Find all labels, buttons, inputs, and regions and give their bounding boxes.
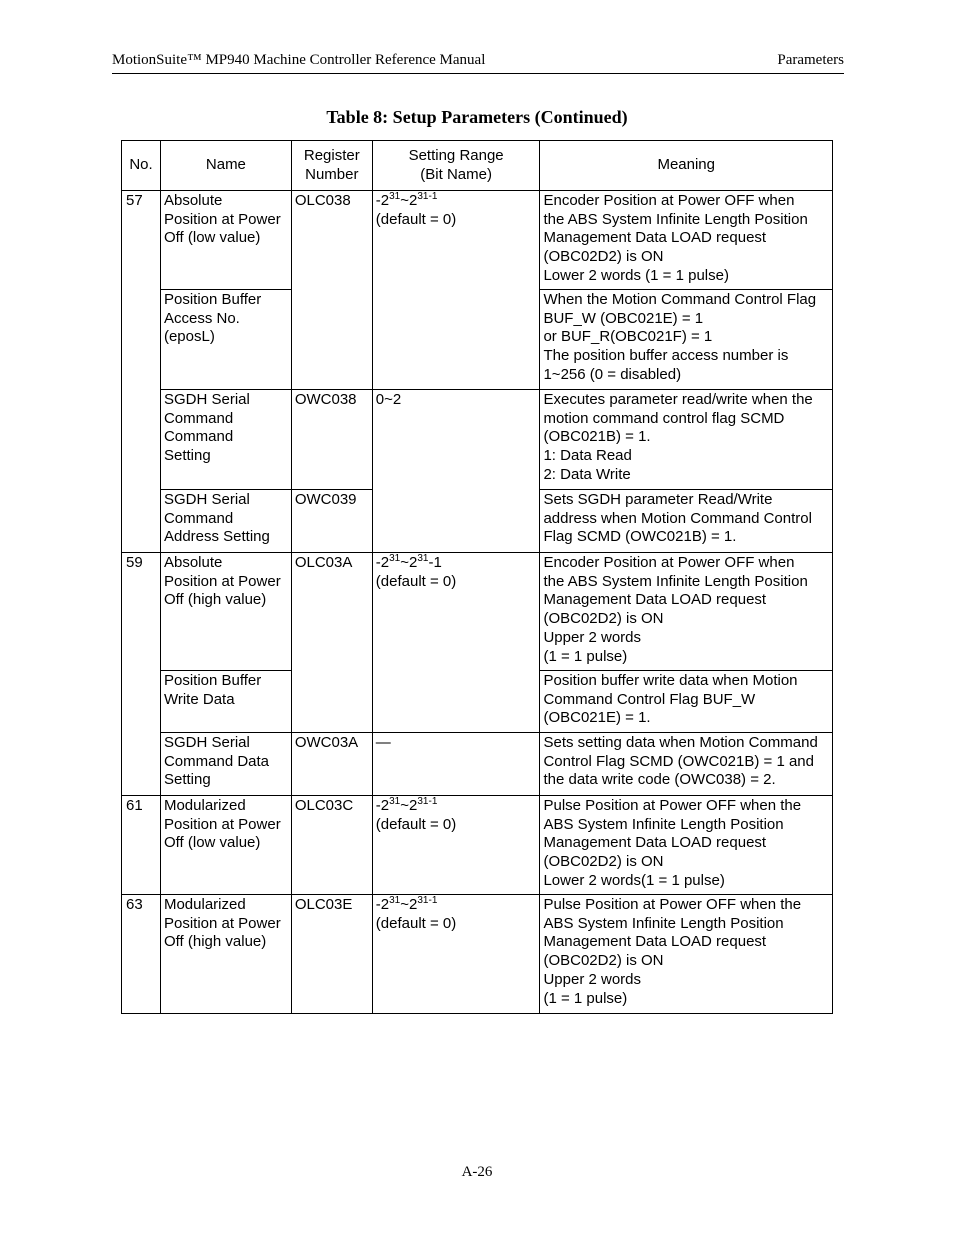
register-number: OLC03E: [291, 895, 372, 1014]
section-title: Parameters: [777, 52, 844, 68]
range-exponent: 31-1: [417, 191, 438, 202]
range-separator: ~2: [400, 896, 418, 913]
param-meaning: [540, 490, 833, 553]
param-meaning: [540, 796, 833, 895]
param-name-line: Position Buffer: [163, 291, 262, 308]
col-header-register-line: Register: [303, 146, 360, 164]
range-separator: ~2: [400, 797, 418, 814]
range-formula: [376, 554, 537, 573]
col-header-register-line: Number: [305, 165, 359, 183]
setting-range: [372, 191, 540, 390]
param-name-line: (eposL): [163, 328, 215, 346]
register-number: OWC039: [291, 490, 372, 553]
param-name-line: Off (low value): [163, 834, 261, 852]
range-base: -2: [375, 192, 390, 209]
register-number: OWC03A: [291, 733, 372, 796]
register-number: OLC03C: [291, 796, 372, 895]
range-formula: [376, 896, 537, 915]
meaning-line: or BUF_R(OBC021F) = 1: [543, 328, 713, 346]
param-name-line: Setting: [163, 771, 211, 789]
meaning-line: Encoder Position at Power OFF when: [543, 554, 795, 571]
range-formula: [376, 797, 537, 816]
param-name: [160, 895, 291, 1014]
meaning-line: Sets setting data when Motion Command: [543, 734, 818, 751]
param-name: [160, 490, 291, 553]
col-header-range-line: Setting Range: [408, 146, 504, 164]
param-name-line: SGDH Serial: [163, 491, 250, 508]
param-name: [160, 671, 291, 733]
param-name-line: Command: [163, 428, 234, 446]
param-name-line: Access No.: [163, 309, 240, 327]
meaning-line: Executes parameter read/write when the: [543, 391, 813, 408]
range-base: -2: [375, 896, 390, 913]
page-number: A-26: [461, 1164, 493, 1180]
range-formula: [376, 192, 537, 211]
table-row: [122, 553, 833, 671]
meaning-line: Pulse Position at Power OFF when the: [543, 896, 802, 913]
meaning-line: ABS System Infinite Length Position: [543, 914, 784, 932]
param-meaning: [540, 290, 833, 390]
param-name-line: Command: [163, 409, 234, 427]
param-name-line: SGDH Serial: [163, 391, 250, 408]
meaning-line: (OBC021E) = 1.: [543, 709, 651, 727]
meaning-line: Control Flag SCMD (OWC021B) = 1 and: [543, 752, 814, 770]
meaning-line: The position buffer access number is: [543, 347, 789, 365]
param-name-line: SGDH Serial: [163, 734, 250, 751]
col-header-meaning: Meaning: [540, 141, 833, 191]
param-name-line: Command: [163, 509, 234, 527]
table-row: [122, 390, 833, 490]
meaning-line: When the Motion Command Control Flag: [543, 291, 817, 308]
meaning-line: Sets SGDH parameter Read/Write: [543, 491, 773, 508]
range-default: (default = 0): [375, 914, 457, 932]
meaning-line: (OBC02D2) is ON: [543, 952, 664, 970]
meaning-line: the ABS System Infinite Length Position: [543, 210, 808, 228]
param-meaning: [540, 390, 833, 490]
table-caption: Table 8: Setup Parameters (Continued): [326, 107, 628, 127]
param-meaning: [540, 191, 833, 290]
param-name: [160, 733, 291, 796]
range-exponent: 31: [389, 895, 401, 906]
param-name-line: Off (high value): [163, 591, 267, 609]
meaning-line: (1 = 1 pulse): [543, 647, 628, 665]
range-exponent: 31-1: [417, 895, 438, 906]
setting-range: [372, 796, 540, 895]
param-name-line: Position at Power: [163, 572, 281, 590]
range-exponent: 31: [389, 796, 401, 807]
setting-range: —: [372, 733, 540, 796]
param-name: [160, 553, 291, 671]
meaning-line: Management Data LOAD request: [543, 591, 767, 609]
range-exponent: 31: [417, 553, 429, 564]
setting-range: [372, 895, 540, 1014]
meaning-line: ABS System Infinite Length Position: [543, 815, 784, 833]
range-tail: -1: [428, 554, 442, 571]
col-header-name: Name: [160, 141, 291, 191]
setting-range: [372, 553, 540, 733]
meaning-line: Upper 2 words: [543, 970, 642, 988]
range-separator: ~2: [400, 192, 418, 209]
param-name-line: Setting: [163, 447, 211, 465]
range-base: -2: [375, 554, 390, 571]
range-base: -2: [375, 797, 390, 814]
param-name: [160, 191, 291, 290]
meaning-line: 1~256 (0 = disabled): [543, 365, 682, 383]
meaning-line: Upper 2 words: [543, 628, 642, 646]
meaning-line: Management Data LOAD request: [543, 933, 767, 951]
meaning-line: (OBC02D2) is ON: [543, 248, 664, 266]
meaning-line: Flag SCMD (OWC021B) = 1.: [543, 528, 737, 546]
param-meaning: [540, 895, 833, 1014]
col-header-no: No.: [122, 141, 161, 191]
param-name-line: Off (high value): [163, 933, 267, 951]
param-name-line: Absolute: [163, 554, 223, 571]
param-meaning: [540, 671, 833, 733]
col-header-range-line: (Bit Name): [420, 165, 492, 183]
meaning-line: the data write code (OWC038) = 2.: [543, 771, 776, 789]
param-no: 57: [122, 191, 161, 553]
param-name: [160, 796, 291, 895]
range-exponent: 31: [389, 191, 401, 202]
register-number: OLC038: [291, 191, 372, 390]
param-meaning: [540, 733, 833, 796]
meaning-line: the ABS System Infinite Length Position: [543, 572, 808, 590]
table-header-row: [122, 141, 833, 191]
table-row: [122, 191, 833, 290]
param-name-line: Write Data: [163, 690, 235, 708]
manual-title: MotionSuite™ MP940 Machine Controller Reference Manual: [112, 52, 486, 68]
meaning-line: BUF_W (OBC021E) = 1: [543, 309, 704, 327]
param-no: 61: [122, 796, 161, 895]
meaning-line: Management Data LOAD request: [543, 229, 767, 247]
range-default: (default = 0): [375, 815, 457, 833]
register-number: OLC03A: [291, 553, 372, 733]
meaning-line: Pulse Position at Power OFF when the: [543, 797, 802, 814]
meaning-line: (OBC02D2) is ON: [543, 610, 664, 628]
param-name-line: Off (low value): [163, 229, 261, 247]
setting-range: 0~2: [372, 390, 540, 553]
param-meaning: [540, 553, 833, 671]
param-name: [160, 390, 291, 490]
meaning-line: 1: Data Read: [543, 447, 632, 465]
param-name-line: Modularized: [163, 797, 246, 814]
register-number: OWC038: [291, 390, 372, 490]
param-no: 59: [122, 553, 161, 796]
param-name: [160, 290, 291, 390]
meaning-line: Lower 2 words(1 = 1 pulse): [543, 871, 725, 889]
table-row: [122, 733, 833, 796]
setup-parameters-table: [121, 140, 833, 1014]
param-no: 63: [122, 895, 161, 1014]
meaning-line: motion command control flag SCMD: [543, 409, 785, 427]
col-header-register: [291, 141, 372, 191]
range-exponent: 31: [389, 553, 401, 564]
page-header: [112, 52, 844, 74]
meaning-line: Management Data LOAD request: [543, 834, 767, 852]
meaning-line: Encoder Position at Power OFF when: [543, 192, 795, 209]
param-name-line: Position at Power: [163, 914, 281, 932]
meaning-line: (OBC02D2) is ON: [543, 853, 664, 871]
meaning-line: (1 = 1 pulse): [543, 989, 628, 1007]
range-exponent: 31-1: [417, 796, 438, 807]
table-row: [122, 796, 833, 895]
param-name-line: Absolute: [163, 192, 223, 209]
meaning-line: Lower 2 words (1 = 1 pulse): [543, 266, 729, 284]
param-name-line: Position at Power: [163, 210, 281, 228]
param-name-line: Position at Power: [163, 815, 281, 833]
meaning-line: Position buffer write data when Motion: [543, 672, 798, 689]
col-header-range: [372, 141, 540, 191]
meaning-line: 2: Data Write: [543, 465, 631, 483]
param-name-line: Address Setting: [163, 528, 270, 546]
range-default: (default = 0): [375, 572, 457, 590]
param-name-line: Modularized: [163, 896, 246, 913]
param-name-line: Position Buffer: [163, 672, 262, 689]
range-separator: ~2: [400, 554, 418, 571]
table-row: [122, 895, 833, 1014]
param-name-line: Command Data: [163, 752, 270, 770]
range-default: (default = 0): [375, 210, 457, 228]
meaning-line: (OBC021B) = 1.: [543, 428, 651, 446]
meaning-line: Command Control Flag BUF_W: [543, 690, 756, 708]
meaning-line: address when Motion Command Control: [543, 509, 812, 527]
